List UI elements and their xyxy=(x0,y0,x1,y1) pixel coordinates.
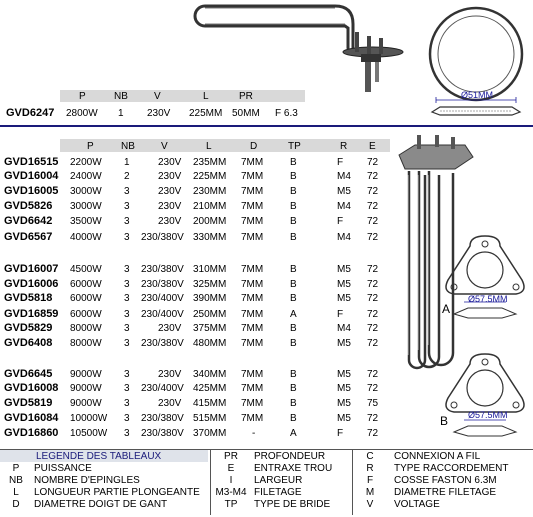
top-header-pr: PR xyxy=(239,91,253,102)
legend-value: COSSE FASTON 6.3M xyxy=(394,475,497,486)
table-cell: 72 xyxy=(367,369,379,380)
table-cell: 72 xyxy=(367,186,379,197)
table-cell: 72 xyxy=(367,383,379,394)
product-code: GVD16005 xyxy=(4,185,59,197)
product-code: GVD5826 xyxy=(4,200,53,212)
table-cell: 230V xyxy=(158,171,182,182)
table-cell: 7MM xyxy=(241,369,264,380)
main-header-v: V xyxy=(161,141,168,152)
table-cell: 3000W xyxy=(70,201,102,212)
product-code: GVD5819 xyxy=(4,397,53,409)
table-cell: M5 xyxy=(337,338,351,349)
table-cell: 6000W xyxy=(70,279,102,290)
table-cell: M5 xyxy=(337,413,351,424)
table-cell: 10000W xyxy=(70,413,108,424)
legend-key: F xyxy=(366,475,374,486)
legend-value: VOLTAGE xyxy=(394,499,440,510)
table-cell: B xyxy=(290,171,297,182)
table-cell: 9000W xyxy=(70,369,102,380)
product-code: GVD16859 xyxy=(4,308,59,320)
table-cell: 7MM xyxy=(241,216,264,227)
table-cell: B xyxy=(290,264,297,275)
table-cell: 72 xyxy=(367,428,379,439)
table-cell: 7MM xyxy=(241,232,264,243)
table-cell: 72 xyxy=(367,309,379,320)
legend-value: CONNEXION A FIL xyxy=(394,451,481,462)
table-cell: 75 xyxy=(367,398,379,409)
table-cell: 10500W xyxy=(70,428,108,439)
table-cell: B xyxy=(290,323,297,334)
flange-b-diameter: Ø57.5MM xyxy=(468,410,508,420)
table-cell: 230/380V xyxy=(141,428,184,439)
legend-divider-1 xyxy=(210,449,211,515)
table-cell: 3 xyxy=(124,201,130,212)
table-cell: M5 xyxy=(337,398,351,409)
table-cell: 230/400V xyxy=(141,293,184,304)
table-cell: 1 xyxy=(124,157,130,168)
product-code: GVD6645 xyxy=(4,368,53,380)
flange-a-illustration xyxy=(440,232,530,322)
table-cell: 3 xyxy=(124,309,130,320)
product-code: GVD16084 xyxy=(4,412,59,424)
top-value-nb: 1 xyxy=(118,108,124,119)
flange-b-illustration xyxy=(440,350,530,440)
table-cell: B xyxy=(290,157,297,168)
table-cell: B xyxy=(290,398,297,409)
table-cell: 3 xyxy=(124,293,130,304)
top-table-header-band xyxy=(60,90,305,102)
legend-divider-2 xyxy=(352,449,353,515)
table-cell: 230/380V xyxy=(141,338,184,349)
top-value-r: F 6.3 xyxy=(275,108,298,119)
table-cell: 3 xyxy=(124,264,130,275)
product-code: GVD6567 xyxy=(4,231,53,243)
table-cell: 4500W xyxy=(70,264,102,275)
table-cell: 7MM xyxy=(241,157,264,168)
top-header-l: L xyxy=(203,91,209,102)
legend-key: V xyxy=(366,499,374,510)
table-cell: B xyxy=(290,338,297,349)
table-cell: M5 xyxy=(337,186,351,197)
legend-key: TP xyxy=(224,499,238,510)
table-cell: 250MM xyxy=(193,309,227,320)
table-cell: 6000W xyxy=(70,309,102,320)
table-cell: 7MM xyxy=(241,338,264,349)
main-header-e: E xyxy=(369,141,376,152)
legend-value: NOMBRE D'EPINGLES xyxy=(34,475,140,486)
table-cell: M4 xyxy=(337,323,351,334)
table-cell: 4000W xyxy=(70,232,102,243)
top-value-pr: 50MM xyxy=(232,108,260,119)
legend-value: PROFONDEUR xyxy=(254,451,326,462)
table-cell: 9000W xyxy=(70,383,102,394)
table-cell: F xyxy=(337,216,344,227)
table-cell: B xyxy=(290,369,297,380)
table-cell: - xyxy=(252,428,256,439)
table-cell: M4 xyxy=(337,171,351,182)
table-cell: 7MM xyxy=(241,201,264,212)
product-code: GVD6408 xyxy=(4,337,53,349)
table-cell: 230MM xyxy=(193,186,227,197)
table-cell: 310MM xyxy=(193,264,227,275)
table-cell: 72 xyxy=(367,216,379,227)
table-cell: M5 xyxy=(337,279,351,290)
table-cell: 3500W xyxy=(70,216,102,227)
legend-value: DIAMETRE FILETAGE xyxy=(394,487,497,498)
main-header-d: D xyxy=(250,141,258,152)
table-cell: 7MM xyxy=(241,279,264,290)
table-cell: 2200W xyxy=(70,157,102,168)
table-cell: 230V xyxy=(158,201,182,212)
table-cell: 230/380V xyxy=(141,264,184,275)
table-cell: 7MM xyxy=(241,383,264,394)
table-cell: 3 xyxy=(124,279,130,290)
table-cell: 230V xyxy=(158,157,182,168)
table-cell: 7MM xyxy=(241,413,264,424)
table-cell: 425MM xyxy=(193,383,227,394)
table-cell: 230V xyxy=(158,216,182,227)
legend-key: I xyxy=(229,475,233,486)
table-cell: 72 xyxy=(367,323,379,334)
table-cell: 8000W xyxy=(70,338,102,349)
legend-top-rule xyxy=(0,449,533,450)
main-header-r: R xyxy=(340,141,348,152)
table-cell: M5 xyxy=(337,383,351,394)
table-cell: 230V xyxy=(158,398,182,409)
main-header-nb: NB xyxy=(121,141,135,152)
table-cell: 72 xyxy=(367,232,379,243)
main-header-p: P xyxy=(87,141,94,152)
top-value-v: 230V xyxy=(147,108,171,119)
table-cell: M5 xyxy=(337,369,351,380)
legend-value: PUISSANCE xyxy=(34,463,92,474)
legend-value: LONGUEUR PARTIE PLONGEANTE xyxy=(34,487,200,498)
top-header-p: P xyxy=(79,91,86,102)
table-cell: 9000W xyxy=(70,398,102,409)
table-cell: 3 xyxy=(124,413,130,424)
legend-key: R xyxy=(366,463,374,474)
table-cell: F xyxy=(337,428,344,439)
top-header-nb: NB xyxy=(114,91,128,102)
table-cell: 230/380V xyxy=(141,279,184,290)
legend-value: ENTRAXE TROU xyxy=(254,463,333,474)
table-cell: 230/400V xyxy=(141,309,184,320)
table-cell: 415MM xyxy=(193,398,227,409)
product-code: GVD6642 xyxy=(4,215,53,227)
product-code: GVD5818 xyxy=(4,292,53,304)
table-cell: 3 xyxy=(124,383,130,394)
table-cell: 375MM xyxy=(193,323,227,334)
table-cell: 7MM xyxy=(241,293,264,304)
table-cell: 480MM xyxy=(193,338,227,349)
legend-value: TYPE DE BRIDE xyxy=(254,499,331,510)
table-cell: 72 xyxy=(367,157,379,168)
table-cell: M4 xyxy=(337,232,351,243)
table-cell: 7MM xyxy=(241,264,264,275)
table-cell: 390MM xyxy=(193,293,227,304)
table-cell: M4 xyxy=(337,201,351,212)
table-cell: 72 xyxy=(367,338,379,349)
table-cell: 230/380V xyxy=(141,232,184,243)
table-cell: 72 xyxy=(367,171,379,182)
table-cell: 7MM xyxy=(241,398,264,409)
table-cell: 3000W xyxy=(70,186,102,197)
table-cell: M5 xyxy=(337,264,351,275)
single-hairpin-element-illustration xyxy=(185,2,415,104)
legend-key: C xyxy=(366,451,374,462)
table-cell: 7MM xyxy=(241,323,264,334)
product-code: GVD16004 xyxy=(4,170,59,182)
legend-value: FILETAGE xyxy=(254,487,302,498)
table-cell: B xyxy=(290,413,297,424)
table-cell: M5 xyxy=(337,293,351,304)
table-cell: 325MM xyxy=(193,279,227,290)
legend-key: M xyxy=(365,487,375,498)
table-cell: B xyxy=(290,383,297,394)
flange-b-letter: B xyxy=(440,414,449,428)
main-header-l: L xyxy=(206,141,212,152)
table-cell: 225MM xyxy=(193,171,227,182)
table-cell: 3 xyxy=(124,232,130,243)
table-cell: 3 xyxy=(124,369,130,380)
table-cell: B xyxy=(290,293,297,304)
table-cell: F xyxy=(337,157,344,168)
legend-key: L xyxy=(13,487,19,498)
table-cell: 7MM xyxy=(241,186,264,197)
legend-key: M3-M4 xyxy=(215,487,247,498)
product-code: GVD16007 xyxy=(4,263,59,275)
table-cell: 370MM xyxy=(193,428,227,439)
legend-key: D xyxy=(12,499,20,510)
table-cell: 3 xyxy=(124,398,130,409)
round-flange-illustration xyxy=(420,2,532,124)
table-cell: 340MM xyxy=(193,369,227,380)
table-cell: 230/380V xyxy=(141,413,184,424)
table-cell: 3 xyxy=(124,323,130,334)
legend-key: NB xyxy=(9,475,23,486)
legend-key: PR xyxy=(224,451,238,462)
top-value-l: 225MM xyxy=(189,108,223,119)
table-cell: 2 xyxy=(124,171,130,182)
table-cell: 72 xyxy=(367,264,379,275)
table-cell: 230/400V xyxy=(141,383,184,394)
table-cell: 210MM xyxy=(193,201,227,212)
top-value-p: 2800W xyxy=(66,108,98,119)
table-cell: 8000W xyxy=(70,323,102,334)
product-code: GVD5829 xyxy=(4,322,53,334)
table-cell: 3 xyxy=(124,428,130,439)
table-cell: 230V xyxy=(158,186,182,197)
top-flange-diameter: Ø51MM xyxy=(461,90,494,100)
table-cell: 6000W xyxy=(70,293,102,304)
section-divider xyxy=(0,125,533,127)
table-cell: 230V xyxy=(158,369,182,380)
table-cell: 515MM xyxy=(193,413,227,424)
table-cell: 2400W xyxy=(70,171,102,182)
table-cell: 3 xyxy=(124,216,130,227)
table-cell: 230V xyxy=(158,323,182,334)
table-cell: 200MM xyxy=(193,216,227,227)
table-cell: 330MM xyxy=(193,232,227,243)
top-header-v: V xyxy=(154,91,161,102)
product-code: GVD16006 xyxy=(4,278,59,290)
legend-key: E xyxy=(227,463,235,474)
product-code: GVD16860 xyxy=(4,427,59,439)
table-cell: 72 xyxy=(367,293,379,304)
table-cell: 7MM xyxy=(241,171,264,182)
legend-value: TYPE RACCORDEMENT xyxy=(394,463,509,474)
table-cell: 72 xyxy=(367,279,379,290)
table-cell: 72 xyxy=(367,413,379,424)
table-cell: 7MM xyxy=(241,309,264,320)
product-code: GVD16008 xyxy=(4,382,59,394)
table-cell: A xyxy=(290,428,297,439)
table-cell: B xyxy=(290,279,297,290)
legend-value: DIAMETRE DOIGT DE GANT xyxy=(34,499,168,510)
legend-key: P xyxy=(12,463,20,474)
table-cell: 235MM xyxy=(193,157,227,168)
table-cell: B xyxy=(290,216,297,227)
table-cell: 3 xyxy=(124,186,130,197)
top-product-code: GVD6247 xyxy=(6,107,55,119)
legend-title: LEGENDE DES TABLEAUX xyxy=(36,451,162,462)
table-cell: 3 xyxy=(124,338,130,349)
table-cell: F xyxy=(337,309,344,320)
flange-a-letter: A xyxy=(442,302,451,316)
table-cell: B xyxy=(290,232,297,243)
table-cell: B xyxy=(290,201,297,212)
table-cell: 72 xyxy=(367,201,379,212)
table-cell: A xyxy=(290,309,297,320)
product-code: GVD16515 xyxy=(4,156,59,168)
legend-value: LARGEUR xyxy=(254,475,303,486)
main-header-tp: TP xyxy=(288,141,301,152)
flange-a-diameter: Ø57.5MM xyxy=(468,294,508,304)
table-cell: B xyxy=(290,186,297,197)
